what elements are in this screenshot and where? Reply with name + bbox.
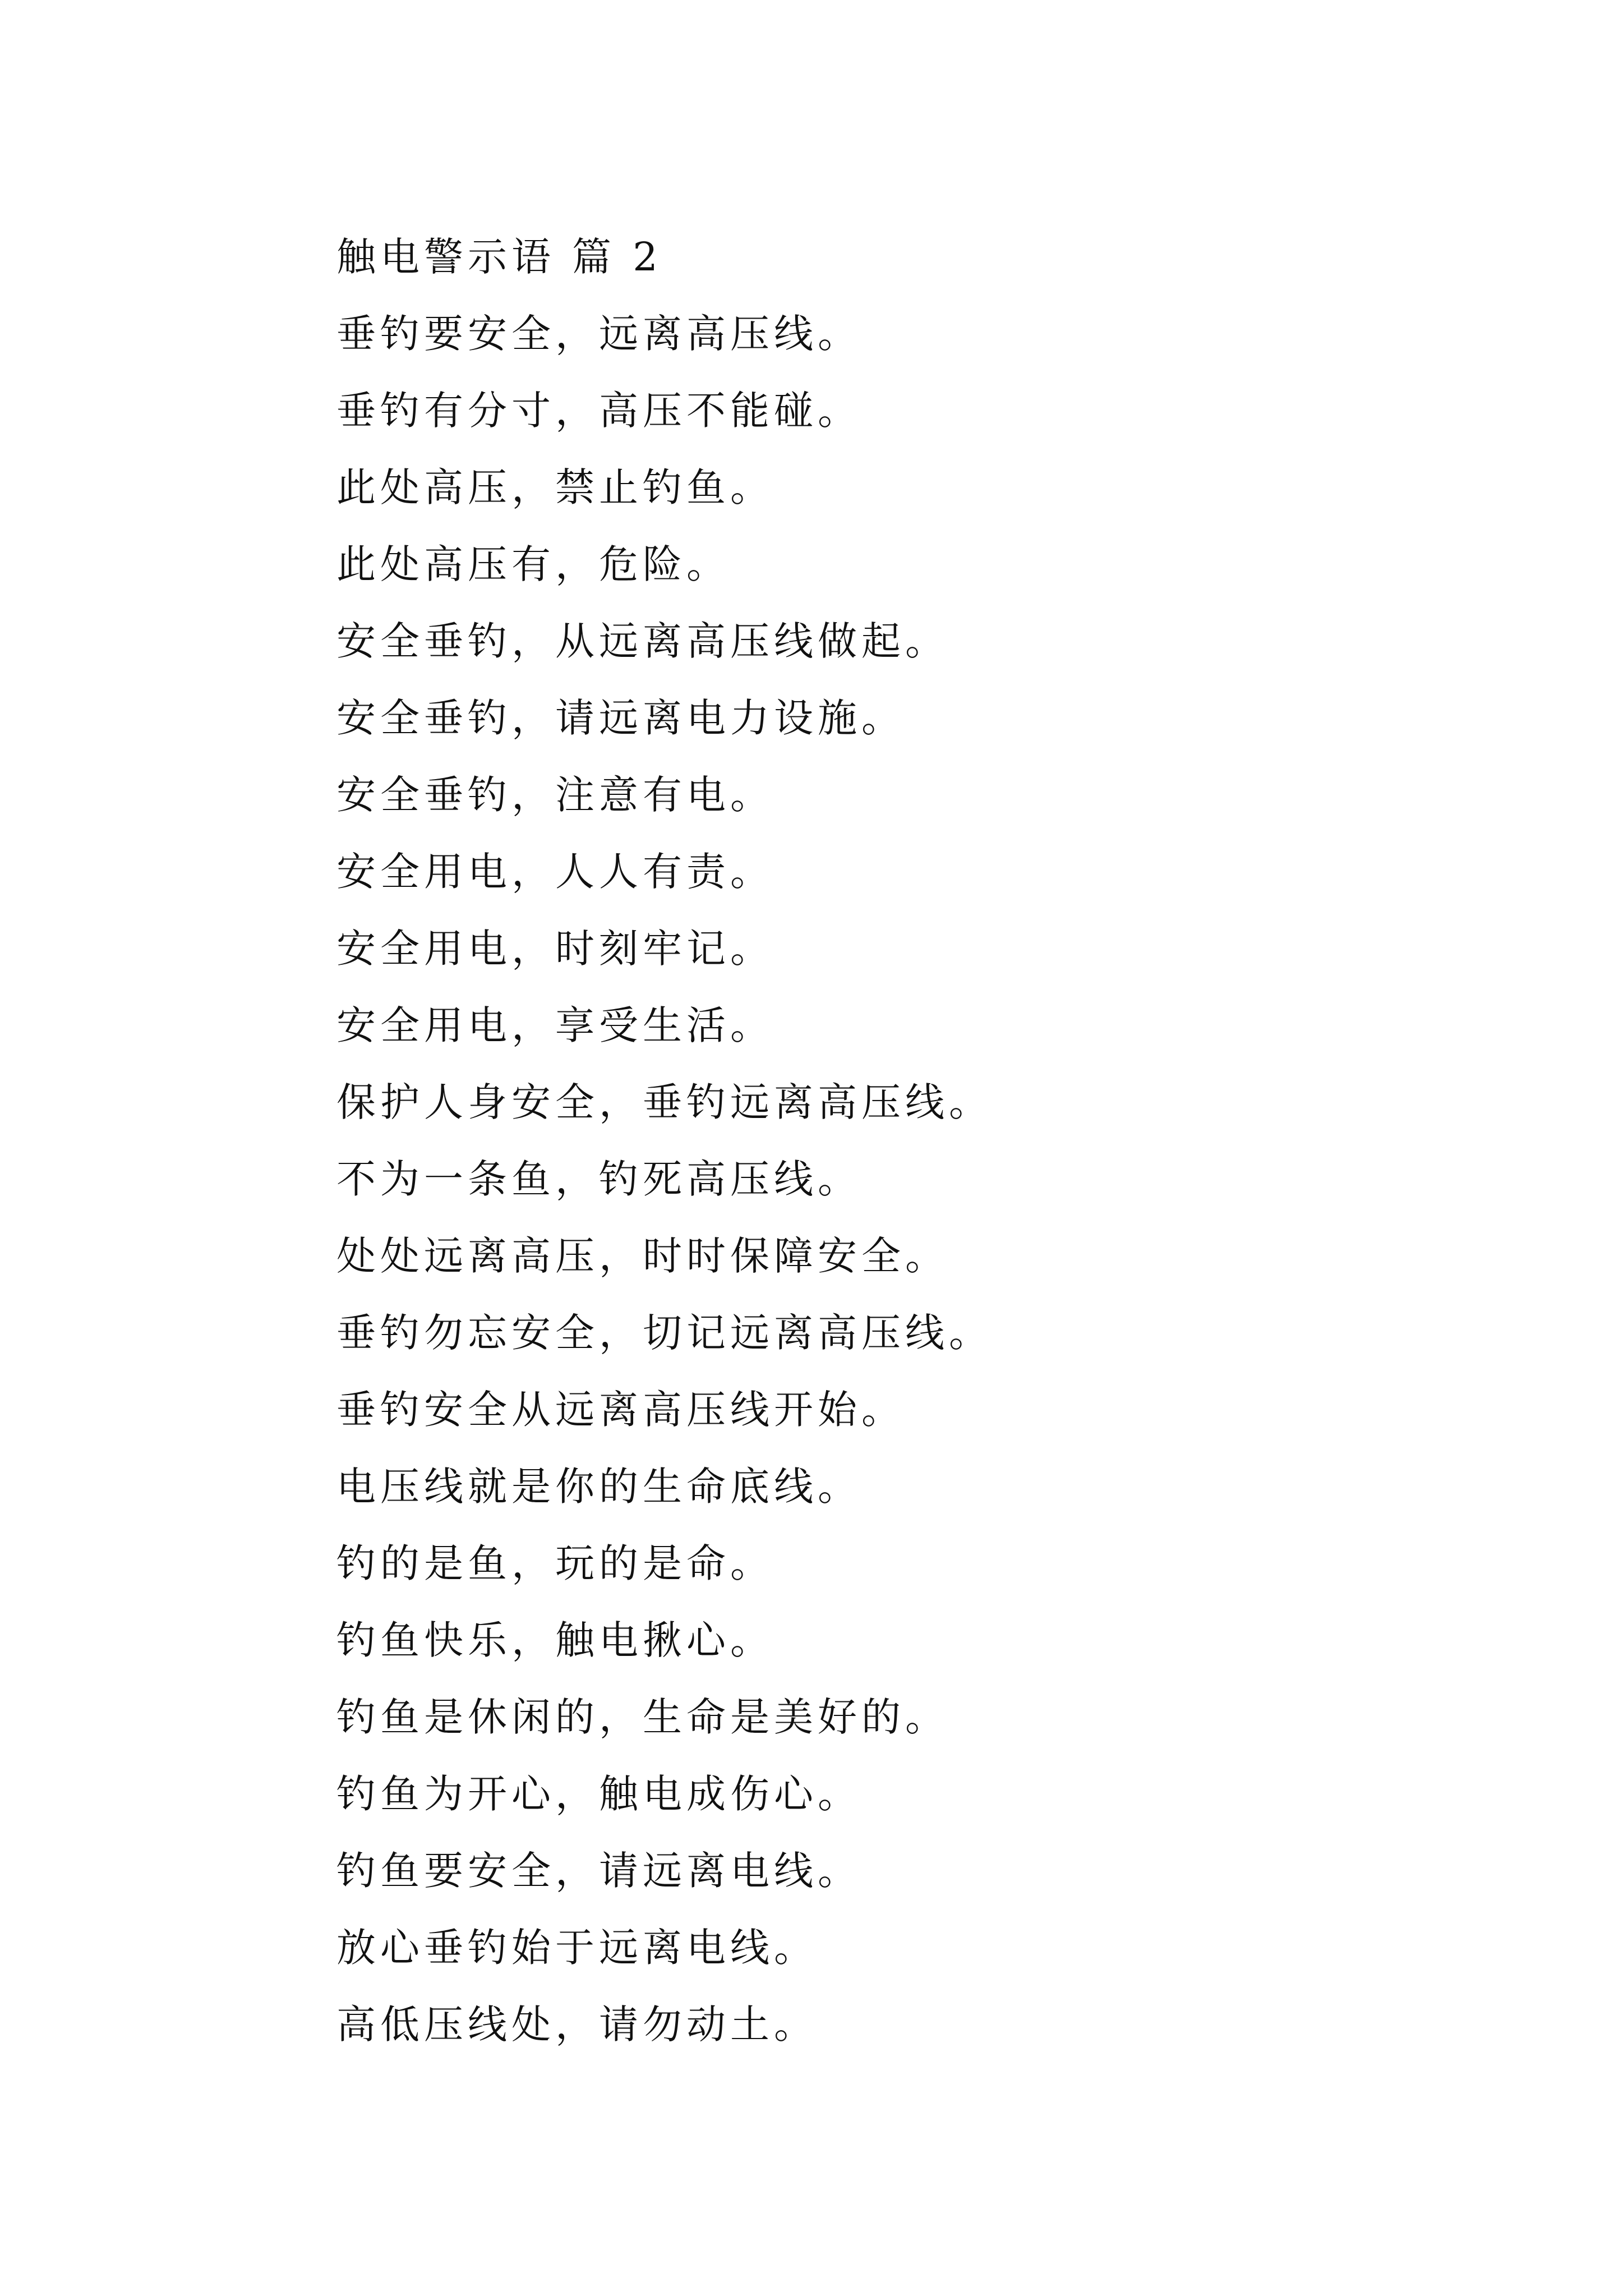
slogan-line: 电压线就是你的生命底线。 [336,1464,861,1510]
slogan-line: 钓鱼快乐，触电揪心。 [336,1617,774,1663]
slogan-line: 安全用电，时刻牢记。 [336,926,774,972]
slogan-line: 此处高压有，危险。 [336,541,730,587]
slogan-line: 放心垂钓始于远离电线。 [336,1925,818,1971]
slogan-line: 安全垂钓，从远离高压线做起。 [336,618,949,664]
slogan-line: 垂钓安全从远离高压线开始。 [336,1387,905,1433]
slogan-line: 安全用电，人人有责。 [336,849,774,895]
slogan-line: 安全垂钓，注意有电。 [336,772,774,818]
slogan-line: 垂钓要安全，远离高压线。 [336,311,861,357]
heading [336,219,1514,296]
slogan-line: 高低压线处，请勿动土。 [336,2001,818,2047]
slogan-list [336,296,1514,2063]
section-label: 篇 2 [572,234,662,280]
slogan-line: 垂钓有分寸，高压不能碰。 [336,388,861,434]
slogan-line: 保护人身安全，垂钓远离高压线。 [336,1079,993,1125]
slogan-line: 钓鱼为开心，触电成伤心。 [336,1771,861,1817]
slogan-line: 钓的是鱼，玩的是命。 [336,1540,774,1586]
document-body [336,219,1514,2063]
slogan-line: 此处高压，禁止钓鱼。 [336,464,774,510]
slogan-line: 处处远离高压，时时保障安全。 [336,1233,949,1279]
slogan-line: 安全用电，享受生活。 [336,1002,774,1048]
slogan-line: 垂钓勿忘安全，切记远离高压线。 [336,1310,993,1356]
slogan-line: 安全垂钓，请远离电力设施。 [336,695,905,741]
document-title: 触电警示语 [336,234,555,280]
slogan-line: 钓鱼要安全，请远离电线。 [336,1848,861,1894]
slogan-line: 不为一条鱼，钓死高压线。 [336,1156,861,1202]
slogan-line: 钓鱼是休闲的，生命是美好的。 [336,1694,949,1740]
